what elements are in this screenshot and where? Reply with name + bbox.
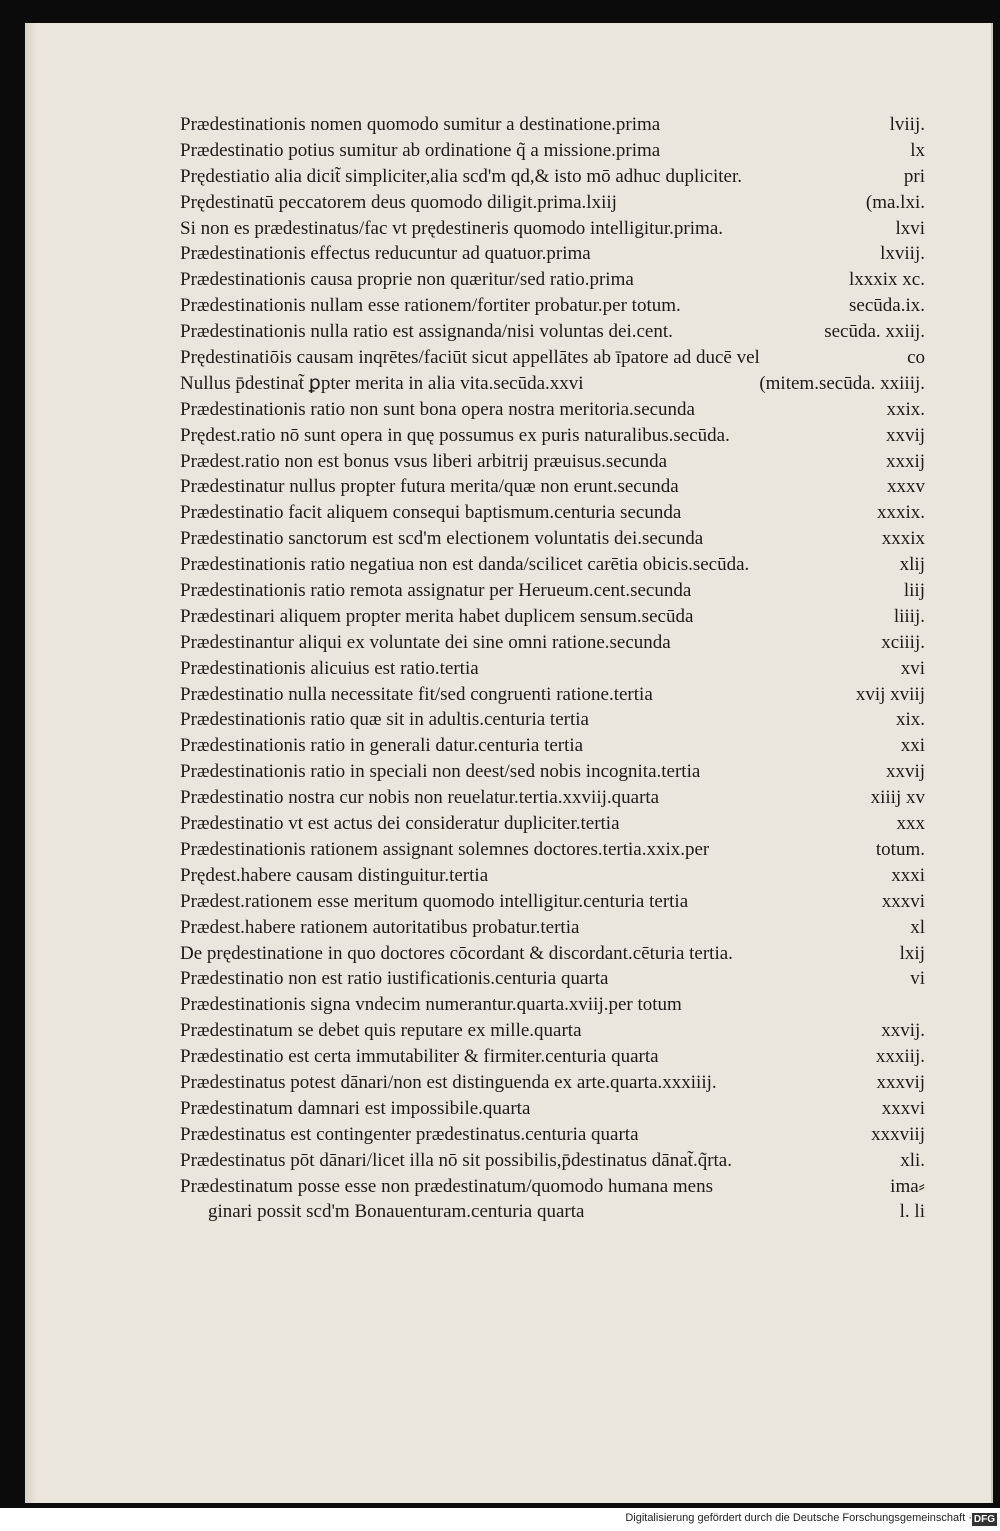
entry-text: Si non es prædestinatus/fac vt prędestineris quomodo intelligitur.prima. [180, 217, 724, 239]
entry-reference: lxvi [895, 217, 925, 239]
entry-text: Prædestinationis nomen quomodo sumitur a destinatione.prima [180, 114, 661, 135]
index-entry [180, 345, 925, 371]
index-entry [180, 371, 925, 397]
entry-text: Prædestinationis causa proprie non quæritur/sed ratio.prima [180, 269, 634, 291]
entry-reference: xxix. [886, 398, 925, 420]
index-entry [180, 500, 925, 526]
index-entry [180, 759, 925, 785]
entry-text: Prædest.ratio non est bonus vsus liberi arbitrij præuisus.secunda [180, 450, 668, 472]
entry-reference: secūda.ix. [849, 295, 925, 317]
index-entry [180, 889, 925, 915]
entry-reference: totum. [875, 838, 925, 860]
index-entry [180, 604, 925, 630]
entry-text: Prædestinationis nullam esse rationem/fortiter probatur.per totum. [180, 295, 681, 317]
entry-text: Prædestinatio est certa immutabiliter & firmiter.centuria quarta [180, 1046, 659, 1068]
entry-reference: lviij. [889, 114, 925, 135]
index-entry [180, 138, 925, 164]
index-entry [180, 966, 925, 992]
entry-text: Nullus p̄destinat̃ ꝑpter merita in alia vita.secūda.xxvi [180, 372, 584, 394]
index-entry [180, 397, 925, 423]
index-entry [180, 707, 925, 733]
entry-text: Prædestinari aliquem propter merita habet duplicem sensum.secūda [180, 605, 694, 627]
entry-reference: ima⸗ [890, 1175, 925, 1197]
entry-text: Prædestinationis ratio negatiua non est danda/scilicet carētia obicis.secūda. [180, 554, 750, 576]
entry-text: Prædestinatio nostra cur nobis non reuelatur.tertia.xxviij.quarta [180, 787, 660, 809]
index-entry [180, 837, 925, 863]
entry-text: Prædestinatio vt est actus dei consideratur dupliciter.tertia [180, 813, 620, 835]
index-entry [180, 863, 925, 889]
entry-reference: xxxvi [881, 1097, 925, 1119]
entry-reference: xix. [895, 709, 925, 731]
index-entry [180, 190, 925, 216]
dfg-logo: DFG [973, 1514, 995, 1525]
index-entry [180, 1174, 925, 1200]
entry-text: Prædestinatio nulla necessitate fit/sed congruenti ratione.tertia [180, 683, 653, 705]
entry-text: Prædestinationis effectus reducuntur ad quatuor.prima [180, 243, 591, 265]
index-entry [180, 682, 925, 708]
entry-text: Prædestinatio potius sumitur ab ordinatione q̃ a missione.prima [180, 139, 661, 161]
index-entry [180, 1044, 925, 1070]
entry-reference: xli. [900, 1149, 925, 1171]
entry-reference: xlij [899, 554, 925, 576]
entry-reference: (ma.lxi. [865, 191, 925, 213]
entry-text: Prędestinatū peccatorem deus quomodo diligit.prima.lxiij [180, 191, 617, 213]
index-entry [180, 1070, 925, 1096]
index-entry [180, 1199, 925, 1225]
index-entry [180, 1148, 925, 1174]
entry-reference: xxxv [887, 476, 925, 498]
entry-text: De prędestinatione in quo doctores cōcordant & discordant.cēturia tertia. [180, 942, 733, 964]
index-entry [180, 578, 925, 604]
entry-reference: co [907, 347, 925, 369]
entry-reference: xxvij [885, 761, 925, 783]
entry-text: Prædestinationis ratio non sunt bona opera nostra meritoria.secunda [180, 398, 695, 420]
index-entry [180, 164, 925, 190]
index-entry-list [180, 112, 925, 1225]
entry-text: Prędestinatiōis causam inqrētes/faciūt sicut appellātes ab īpatore ad ducē vel [180, 347, 760, 369]
entry-reference: vi [910, 968, 925, 990]
entry-reference: xl [910, 916, 925, 938]
entry-text: Prædestinationis nulla ratio est assignanda/nisi voluntas dei.cent. [180, 321, 673, 343]
entry-reference: xxxi [891, 864, 925, 886]
index-entry [180, 216, 925, 242]
entry-reference: xxxix [881, 528, 925, 550]
index-entry [180, 630, 925, 656]
entry-reference: xxxiij. [875, 1046, 925, 1068]
entry-text: Prædestinatio non est ratio iustificationis.centuria quarta [180, 968, 609, 990]
index-entry [180, 1018, 925, 1044]
entry-reference: xciiij. [881, 631, 925, 653]
index-entry [180, 915, 925, 941]
entry-text: Prædestinatum posse esse non prædestinatum/quomodo humana mens [180, 1175, 714, 1197]
entry-reference: xxxvij [876, 1071, 925, 1093]
entry-reference: lx [910, 139, 925, 161]
entry-text: Prædest.rationem esse meritum quomodo intelligitur.centuria tertia [180, 890, 689, 912]
index-entry [180, 785, 925, 811]
index-entry [180, 1096, 925, 1122]
entry-reference: liij [903, 580, 925, 602]
entry-text: Prædest.habere rationem autoritatibus probatur.tertia [180, 916, 580, 938]
entry-text: Prædestinatur nullus propter futura merita/quæ non erunt.secunda [180, 476, 679, 498]
entry-text: Prædestinationis ratio in speciali non deest/sed nobis incognita.tertia [180, 761, 701, 783]
entry-reference: xxvij. [881, 1020, 925, 1042]
entry-reference: pri [903, 165, 925, 187]
entry-reference: xxxix. [876, 502, 925, 524]
entry-reference: xvi [900, 657, 925, 679]
entry-text: Prædestinationis alicuius est ratio.tertia [180, 657, 479, 679]
footer-bar [0, 1508, 1000, 1531]
index-entry [180, 811, 925, 837]
entry-reference: secūda. xxiij. [824, 321, 925, 343]
entry-reference: xxvij [885, 424, 925, 446]
entry-text: Prædestinatus est contingenter prædestinatus.centuria quarta [180, 1123, 639, 1145]
index-entry [180, 992, 925, 1018]
entry-reference: lxxxix xc. [849, 269, 925, 291]
index-entry [180, 941, 925, 967]
entry-reference: (mitem.secūda. xxiiij. [759, 372, 925, 394]
entry-text: Prædestinatio facit aliquem consequi baptismum.centuria secunda [180, 502, 682, 524]
index-entry [180, 656, 925, 682]
entry-reference: xxxviij [871, 1123, 925, 1145]
index-entry [180, 293, 925, 319]
entry-text: Prædestinatum damnari est impossibile.quarta [180, 1097, 531, 1119]
index-entry [180, 552, 925, 578]
index-entry [180, 449, 925, 475]
entry-reference: lxij [899, 942, 925, 964]
entry-reference: liiij. [893, 605, 925, 627]
entry-reference: xxx [896, 813, 925, 835]
entry-text: Prędestiatio alia dicit̃ simpliciter,alia scd'm qd,& isto mō adhuc dupliciter. [180, 165, 742, 187]
index-entry [180, 526, 925, 552]
entry-reference: xiiij xv [870, 787, 925, 809]
entry-text: Prædestinationis ratio quæ sit in adultis.centuria tertia [180, 709, 589, 731]
entry-text: ginari possit scd'm Bonauenturam.centuria quarta [208, 1201, 585, 1223]
entry-text: Prædestinatus pōt dānari/licet illa nō sit possibilis,p̄destinatus dānat̃.q̃rta. [180, 1149, 732, 1171]
index-entry [180, 112, 925, 138]
entry-text: Prædestinatus potest dānari/non est distinguenda ex arte.quarta.xxxiiij. [180, 1071, 717, 1093]
index-entry [180, 474, 925, 500]
entry-text: Prędest.ratio nō sunt opera in quę possumus ex puris naturalibus.secūda. [180, 424, 730, 446]
entry-reference: xxi [900, 735, 925, 757]
index-entry [180, 1122, 925, 1148]
index-entry [180, 423, 925, 449]
footer-credit: Digitalisierung gefördert durch die Deutsche Forschungsgemeinschaft · [625, 1512, 972, 1524]
entry-text: Prædestinationis signa vndecim numerantur.quarta.xviij.per totum [180, 994, 682, 1016]
entry-reference: xvij xviij [855, 683, 925, 705]
entry-reference: xxxij [885, 450, 925, 472]
index-entry [180, 319, 925, 345]
index-entry [180, 241, 925, 267]
index-entry [180, 733, 925, 759]
entry-text: Prædestinationis ratio remota assignatur per Herueum.cent.secunda [180, 580, 692, 602]
page-gutter [25, 23, 37, 1503]
entry-text: Prædestinantur aliqui ex voluntate dei sine omni ratione.secunda [180, 631, 671, 653]
entry-reference: xxxvi [881, 890, 925, 912]
entry-text: Prædestinationis ratio in generali datur.centuria tertia [180, 735, 584, 757]
entry-text: Prędest.habere causam distinguitur.tertia [180, 864, 489, 886]
entry-reference: lxviij. [880, 243, 925, 265]
entry-reference: l. li [899, 1201, 925, 1223]
entry-text: Prædestinatum se debet quis reputare ex mille.quarta [180, 1020, 582, 1042]
index-entry [180, 267, 925, 293]
entry-text: Prædestinationis rationem assignant solemnes doctores.tertia.xxix.per [180, 838, 710, 860]
entry-text: Prædestinatio sanctorum est scd'm electionem voluntatis dei.secunda [180, 528, 704, 550]
